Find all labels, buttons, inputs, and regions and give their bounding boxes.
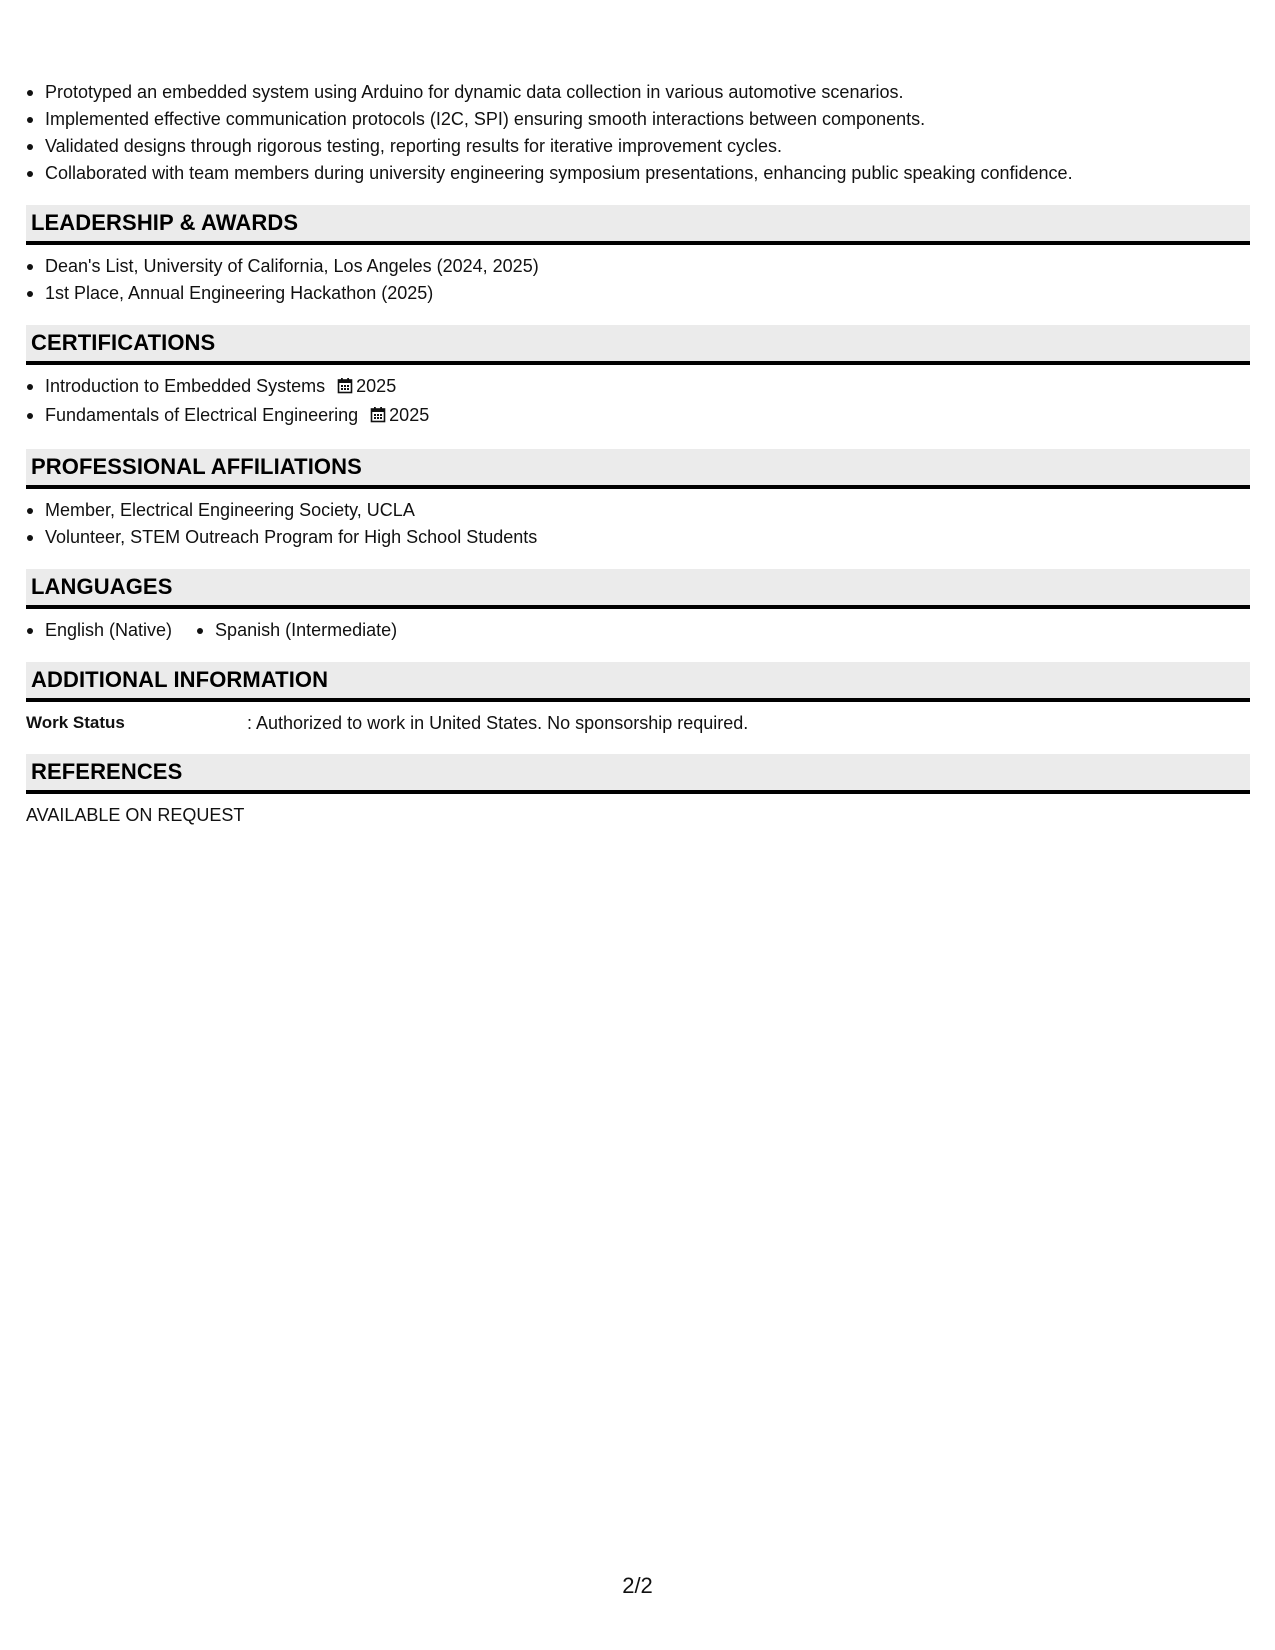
- work-status-value: : Authorized to work in United States. No sponsorship required.: [247, 713, 749, 733]
- experience-bullet: Implemented effective communication protocols (I2C, SPI) ensuring smooth interactions between components.: [26, 106, 1250, 133]
- leadership-list: [26, 253, 1250, 307]
- affiliations-section-title: PROFESSIONAL AFFILIATIONS: [31, 454, 362, 479]
- affiliations-section-header: [26, 449, 1250, 489]
- leadership-item: 1st Place, Annual Engineering Hackathon (2025): [26, 280, 1250, 307]
- languages-section-header: [26, 569, 1250, 609]
- experience-bullet: Prototyped an embedded system using Arduino for dynamic data collection in various automotive scenarios.: [26, 79, 1250, 106]
- certifications-list: [26, 373, 1250, 431]
- certification-name: Introduction to Embedded Systems: [45, 376, 326, 396]
- certifications-section-header: [26, 325, 1250, 365]
- leadership-section-header: [26, 205, 1250, 245]
- affiliation-item: Volunteer, STEM Outreach Program for High School Students: [26, 524, 1250, 551]
- calendar-icon: [370, 404, 386, 431]
- page-number: 2/2: [622, 1573, 653, 1598]
- language-item: English (Native): [26, 617, 172, 644]
- certification-year: 2025: [356, 376, 397, 396]
- leadership-section-title: LEADERSHIP & AWARDS: [31, 210, 299, 235]
- references-section-title: REFERENCES: [31, 759, 183, 784]
- additional-info-section-header: [26, 662, 1250, 702]
- additional-info-section-title: ADDITIONAL INFORMATION: [31, 667, 329, 692]
- certification-item: [26, 373, 1250, 402]
- languages-list: [26, 617, 1250, 644]
- certification-item: [26, 402, 1250, 431]
- certification-name: Fundamentals of Electrical Engineering: [45, 405, 359, 425]
- leadership-item: Dean's List, University of California, Los Angeles (2024, 2025): [26, 253, 1250, 280]
- work-status-row: [26, 710, 1250, 736]
- references-text: AVAILABLE ON REQUEST: [26, 805, 245, 825]
- affiliations-list: [26, 497, 1250, 551]
- references-section-header: [26, 754, 1250, 794]
- resume-page: [26, 0, 1250, 828]
- experience-bullet: Collaborated with team members during university engineering symposium presentations, enhancing public speaking confidence.: [26, 160, 1250, 187]
- calendar-icon: [337, 375, 353, 402]
- certifications-section-title: CERTIFICATIONS: [31, 330, 216, 355]
- certification-year: 2025: [389, 405, 430, 425]
- experience-bullet: Validated designs through rigorous testing, reporting results for iterative improvement cycles.: [26, 133, 1250, 160]
- affiliation-item: Member, Electrical Engineering Society, UCLA: [26, 497, 1250, 524]
- work-status-label: Work Status: [26, 713, 125, 732]
- language-item: Spanish (Intermediate): [196, 617, 397, 644]
- experience-bullet-list: [26, 79, 1250, 187]
- languages-section-title: LANGUAGES: [31, 574, 173, 599]
